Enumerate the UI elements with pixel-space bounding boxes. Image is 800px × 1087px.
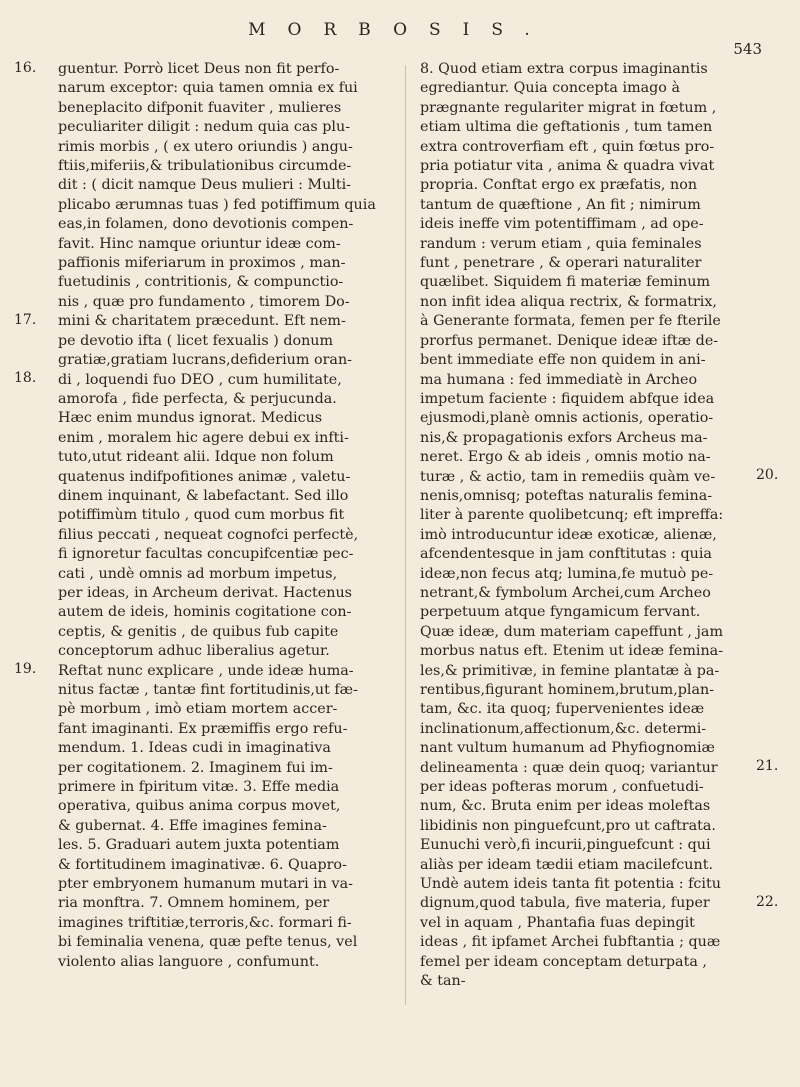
text-line: imò introducuntur ideæ exoticæ, alienæ, bbox=[420, 526, 717, 543]
text-line: netrant,& fymbolum Archei,cum Archeo bbox=[420, 584, 711, 601]
text-line: pe devotio ifta ( licet fexualis ) donum bbox=[58, 332, 334, 349]
text-line: prægnante regulariter migrat in fœtum , bbox=[420, 99, 717, 116]
text-line: & fortitudinem imaginativæ. 6. Quapro- bbox=[58, 856, 347, 873]
text-line: mendum. 1. Ideas cudi in imaginativa bbox=[58, 740, 331, 757]
text-line: ria monftra. 7. Omnem hominem, per bbox=[58, 895, 330, 912]
text-line: mini & charitatem præcedunt. Eft nem- bbox=[58, 313, 346, 330]
text-line: narum exceptor: quia tamen omnia ex fui bbox=[58, 80, 358, 97]
text-line: primere in fpiritum vitæ. 3. Effe media bbox=[58, 779, 340, 796]
text-line: dit : ( dicit namque Deus mulieri : Multi- bbox=[58, 177, 352, 194]
text-line: pria potiatur vita , anima & quadra vivat bbox=[420, 158, 715, 175]
column-divider bbox=[405, 65, 406, 1005]
text-line: guentur. Porrò licet Deus non fit perfo- bbox=[58, 61, 340, 77]
paragraph-number: 19. bbox=[14, 661, 37, 677]
text-line: eas,in folamen, dono devotionis compen- bbox=[58, 216, 354, 233]
text-line: prorfus permanet. Denique ideæ iftæ de- bbox=[420, 332, 719, 349]
text-line: pè morbum , imò etiam mortem accer- bbox=[58, 701, 338, 718]
text-line: liter à parente quolibetcunq; eft impreffa: bbox=[420, 507, 724, 524]
text-line: non infit idea aliqua rectrix, & formatrix, bbox=[420, 293, 717, 310]
text-line: aliàs per ideam tædii etiam macilefcunt. bbox=[420, 856, 714, 873]
text-line: Eunuchi verò,fi incurii,pinguefcunt : qui bbox=[420, 837, 711, 854]
text-line: favit. Hinc namque oriuntur ideæ com- bbox=[58, 235, 341, 252]
text-line: fuetudinis , contritionis, & compunctio- bbox=[58, 274, 344, 291]
text-line: à Generante formata, femen per fe fterile bbox=[420, 313, 721, 330]
text-line: morbus natus eft. Etenim ut ideæ femina- bbox=[420, 643, 724, 660]
text-line: vel in aquam , Phantafia fuas depingit bbox=[420, 914, 695, 931]
text-line: ideis ineffe vim potentiffimam , ad ope- bbox=[420, 216, 704, 233]
text-line: ma humana : fed immediatè in Archeo bbox=[420, 371, 698, 388]
text-line: nenis,omnisq; poteftas naturalis femina- bbox=[420, 487, 713, 504]
text-line: femel per ideam conceptam deturpata , bbox=[420, 953, 707, 970]
text-line: perpetuum atque fyngamicum fervant. bbox=[420, 604, 701, 621]
text-line: di , loquendi fuo DEO , cum humilitate, bbox=[58, 371, 342, 388]
text-line: amorofa , fide perfecta, & perjucunda. bbox=[58, 390, 337, 407]
text-line: funt , penetrare , & operari naturaliter bbox=[420, 255, 702, 272]
text-line: quatenus indifpofitiones animæ , valetu- bbox=[58, 468, 351, 485]
text-line: Reftat nunc explicare , unde ideæ huma- bbox=[58, 662, 354, 679]
text-line: Undè autem ideis tanta fit potentia : fcitu bbox=[420, 876, 721, 893]
text-line: Hæc enim mundus ignorat. Medicus bbox=[58, 410, 323, 427]
text-line: potiffimùm titulo , quod cum morbus fit bbox=[58, 507, 345, 524]
text-line: neret. Ergo & ab ideis , omnis motio na- bbox=[420, 449, 711, 466]
text-line: delineamenta : quæ dein quoq; variantur bbox=[420, 759, 718, 776]
text-line: ceptis, & genitis , de quibus fub capite bbox=[58, 623, 339, 640]
text-line: per ideas pofteras morum , confuetudi- bbox=[420, 779, 704, 796]
text-line: dinem inquinant, & labefactant. Sed illo bbox=[58, 487, 349, 504]
text-line: nitus factæ , tantæ fint fortitudinis,ut fæ- bbox=[58, 682, 358, 698]
text-line: tam, &c. ita quoq; fupervenientes ideæ bbox=[420, 701, 705, 718]
text-line: fi ignoretur facultas concupifcentiæ pec- bbox=[58, 546, 354, 563]
text-line: etiam ultima die geftationis , tum tamen bbox=[420, 119, 713, 136]
text-line: autem de ideis, hominis cogitatione con- bbox=[58, 604, 352, 621]
text-line: Quæ ideæ, dum materiam capeffunt , jam bbox=[420, 623, 724, 640]
text-line: inclinationum,affectionum,&c. determi- bbox=[420, 720, 707, 737]
text-line: nis , quæ pro fundamento , timorem Do- bbox=[58, 293, 350, 310]
text-line: ftiis,miferiis,& tribulationibus circumde- bbox=[58, 158, 352, 175]
left-text-column bbox=[58, 60, 384, 972]
paragraph-number: 22. bbox=[756, 894, 779, 910]
text-line: plicabo ærumnas tuas ) fed potiffimum quia bbox=[58, 196, 376, 213]
text-line: rimis morbis , ( ex utero oriundis ) angu- bbox=[58, 138, 353, 155]
right-text-column bbox=[420, 60, 744, 992]
text-line: ejusmodi,planè omnis actionis, operatio- bbox=[420, 410, 714, 427]
text-line: paffionis miferiarum in proximos , man- bbox=[58, 255, 346, 272]
text-line: dignum,quod tabula, five materia, fuper bbox=[420, 895, 710, 912]
paragraph-number: 17. bbox=[14, 312, 37, 328]
text-line: conceptorum adhuc liberalius agetur. bbox=[58, 643, 330, 660]
text-line: imagines triftitiæ,terroris,&c. formari fi- bbox=[58, 914, 352, 931]
text-line: impetum faciente : fiquidem abfque idea bbox=[420, 390, 715, 407]
text-line: les,& primitivæ, in femine plantatæ à pa- bbox=[420, 662, 720, 679]
text-line: nis,& propagationis exfors Archeus ma- bbox=[420, 429, 708, 446]
text-line: extra controverfiam eft , quin fœtus pro- bbox=[420, 138, 715, 155]
text-line: bi feminalia venena, quæ pefte tenus, vel bbox=[58, 934, 358, 951]
text-line: operativa, quibus anima corpus movet, bbox=[58, 798, 341, 815]
text-line: pter embryonem humanum mutari in va- bbox=[58, 876, 353, 893]
text-line: les. 5. Graduari autem juxta potentiam bbox=[58, 837, 340, 854]
text-line: cati , undè omnis ad morbum impetus, bbox=[58, 565, 338, 582]
text-line: enim , moralem hic agere debui ex infti- bbox=[58, 429, 349, 446]
text-line: gratiæ,gratiam lucrans,defiderium oran- bbox=[58, 352, 352, 369]
text-line: tantum de quæftione , An fit ; nimirum bbox=[420, 196, 701, 213]
text-line: filius peccati , nequeat cognofci perfectè, bbox=[58, 526, 359, 543]
text-line: quælibet. Siquidem fi materiæ feminum bbox=[420, 274, 711, 291]
text-line: ideas , fit ipfamet Archei fubftantia ; quæ bbox=[420, 934, 721, 951]
text-line: rentibus,figurant hominem,brutum,plan- bbox=[420, 682, 715, 698]
text-line: fant imaginanti. Ex præmiffis ergo refu- bbox=[58, 720, 348, 737]
text-line: ideæ,non fecus atq; lumina,fe mutuò pe- bbox=[420, 565, 714, 582]
text-line: beneplacito difponit fuaviter , mulieres bbox=[58, 99, 342, 116]
text-line: bent immediate effe non quidem in ani- bbox=[420, 352, 706, 369]
text-line: 8. Quod etiam extra corpus imaginantis bbox=[420, 61, 708, 77]
text-line: num, &c. Bruta enim per ideas moleftas bbox=[420, 798, 711, 815]
text-line: tuto,utut rideant alii. Idque non folum bbox=[58, 449, 334, 466]
paragraph-number: 20. bbox=[756, 467, 779, 483]
page-number: 543 bbox=[733, 40, 762, 58]
text-line: libidinis non pinguefcunt,pro ut caftrata. bbox=[420, 817, 716, 834]
text-line: per cogitationem. 2. Imaginem fui im- bbox=[58, 759, 333, 776]
paragraph-number: 21. bbox=[756, 758, 779, 774]
text-line: peculiariter diligit : nedum quia cas plu- bbox=[58, 119, 351, 136]
text-line: nant vultum humanum ad Phyfiognomiæ bbox=[420, 740, 715, 757]
running-title: MORBOSIS. bbox=[248, 20, 552, 40]
text-line: violento alias languore , confumunt. bbox=[58, 953, 320, 970]
text-line: & tan- bbox=[420, 973, 466, 990]
text-line: randum : verum etiam , quia feminales bbox=[420, 235, 702, 252]
text-line: egrediantur. Quia concepta imago à bbox=[420, 80, 680, 97]
text-line: turæ , & actio, tam in remediis quàm ve- bbox=[420, 468, 716, 485]
text-line: per ideas, in Archeum derivat. Hactenus bbox=[58, 584, 353, 601]
text-line: propria. Conftat ergo ex præfatis, non bbox=[420, 177, 698, 194]
paragraph-number: 18. bbox=[14, 370, 37, 386]
text-line: & gubernat. 4. Effe imagines femina- bbox=[58, 817, 327, 834]
paragraph-number: 16. bbox=[14, 60, 37, 76]
text-line: afcendentesque in jam conftitutas : quia bbox=[420, 546, 712, 563]
